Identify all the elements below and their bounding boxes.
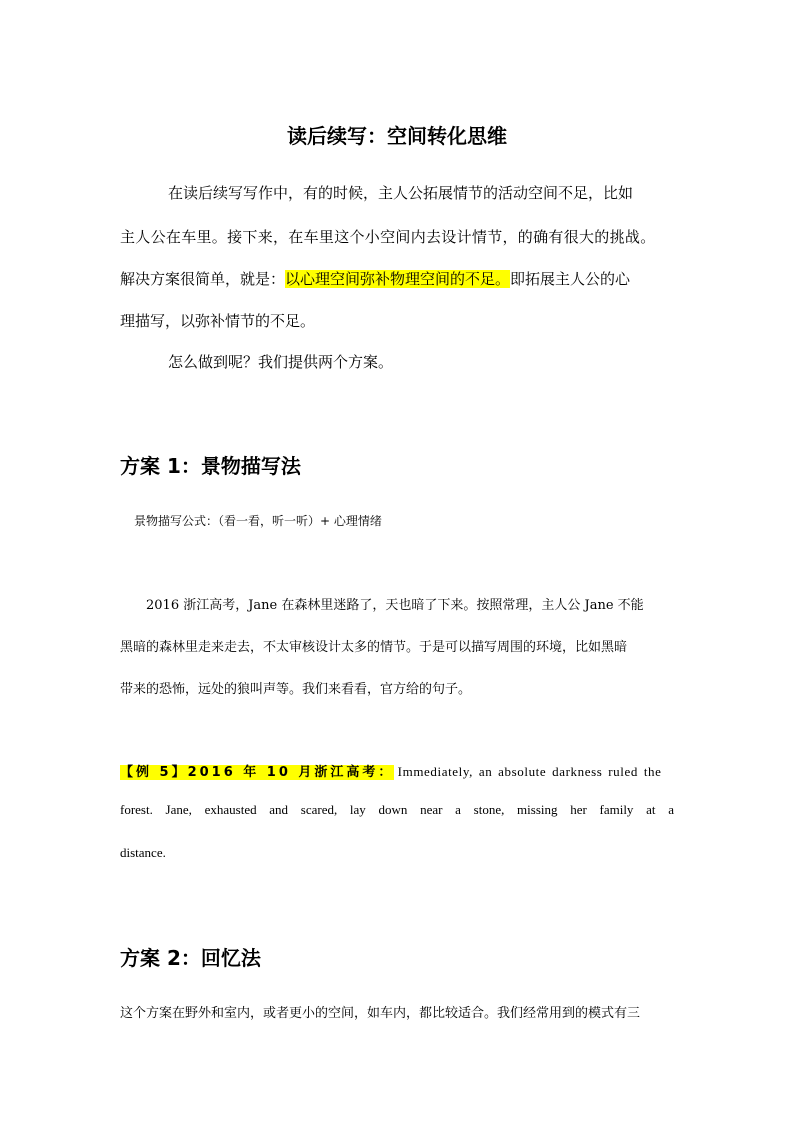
intro-line-3	[120, 268, 630, 289]
highlighted-key-point: 以心理空间弥补物理空间的不足。	[285, 270, 511, 288]
intro-line-2: 主人公在车里。接下来，在车里这个小空间内去设计情节，的确有很大的挑战。	[120, 228, 656, 246]
plan-1-para-line-1: 2016 浙江高考，Jane 在森林里迷路了，天也暗了下来。按照常理，主人公 Jane 不能	[146, 598, 644, 613]
intro-line-3-tail: 即拓展主人公的心	[510, 270, 631, 288]
plan-1-para-line-3: 带来的恐怖，远处的狼叫声等。我们来看看，官方给的句子。	[120, 682, 472, 697]
example-line-1	[120, 761, 662, 780]
example-line-3: distance.	[120, 845, 166, 860]
example-tag: 【例 5】2016 年 10 月浙江高考：	[120, 765, 395, 780]
page-title: 读后续写：空间转化思维	[287, 124, 507, 148]
intro-line-1: 在读后续写写作中，有的时候，主人公拓展情节的活动空间不足，比如	[168, 184, 634, 202]
intro-line-3-text: 解决方案很简单，就是：	[120, 270, 286, 288]
plan-2-para-line-1: 这个方案在野外和室内，或者更小的空间，如车内，都比较适合。我们经常用到的模式有三	[120, 1006, 641, 1021]
example-text-1: Immediately, an absolute darkness ruled the	[397, 764, 662, 779]
intro-question: 怎么做到呢？我们提供两个方案。	[168, 353, 394, 371]
scenery-formula: 景物描写公式：（看一看，听一听）+ 心理情绪	[134, 514, 382, 528]
intro-line-4: 理描写，以弥补情节的不足。	[120, 312, 316, 330]
plan-1-para-line-2: 黑暗的森林里走来走去，不太审核设计太多的情节。于是可以描写周围的环境，比如黑暗	[120, 640, 628, 655]
plan-2-heading: 方案 2：回忆法	[120, 946, 261, 970]
plan-1-heading: 方案 1：景物描写法	[120, 454, 301, 478]
example-line-2: forest. Jane, exhausted and scared, lay down near a stone, missing her family at a	[120, 802, 674, 817]
